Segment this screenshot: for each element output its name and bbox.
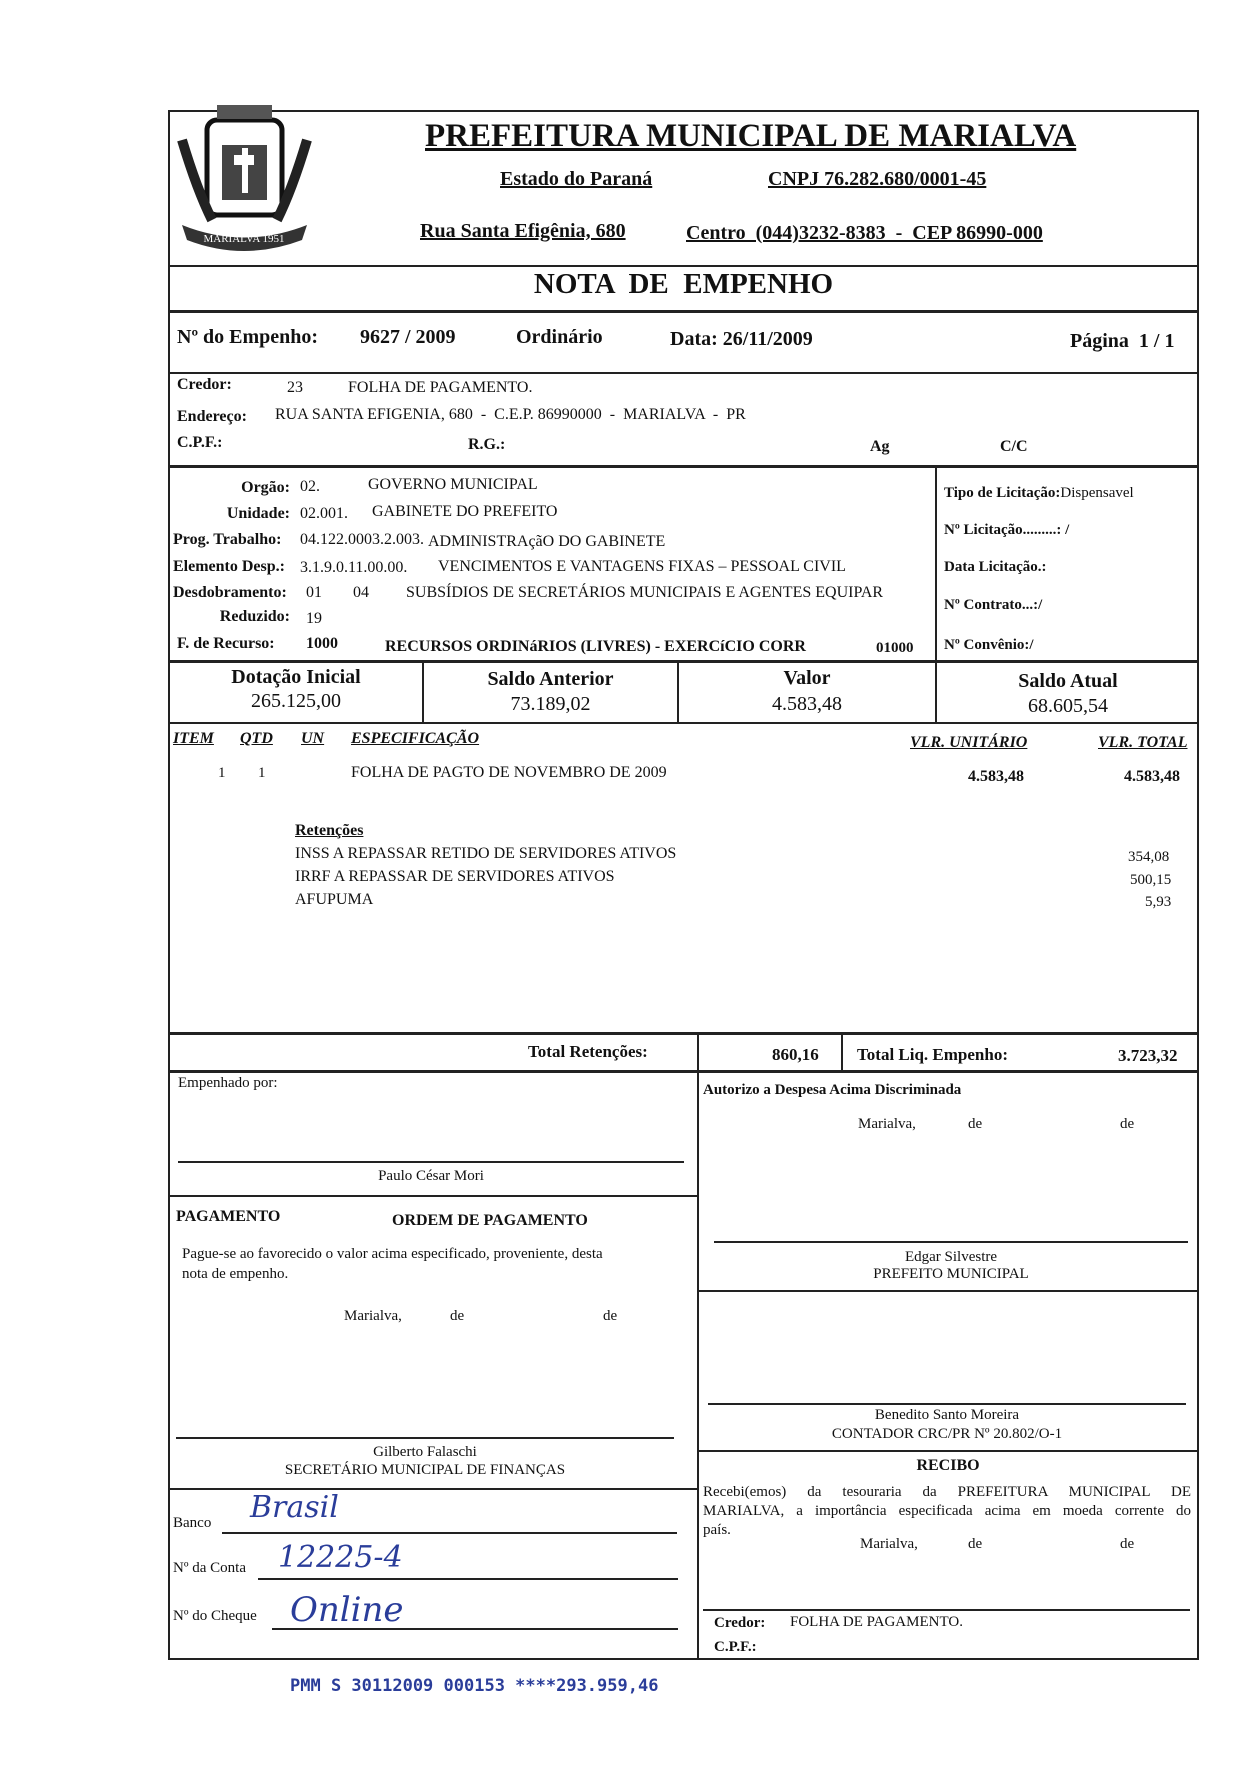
conta-value[interactable]: 12225-4 [278,1540,403,1575]
saldo-atual-label: Saldo Atual [1018,670,1118,692]
total-liquido-label: Total Liq. Empenho: [857,1045,1008,1064]
empenhado-por-name: Paulo César Mori [378,1168,484,1184]
desdobramento-a: 01 [306,584,322,601]
cnpj: CNPJ 76.282.680/0001-45 [768,168,987,190]
pagamento-text: nota de empenho. [182,1266,289,1282]
col-vlr-total: VLR. TOTAL [1098,734,1188,751]
prog-label: Prog. Trabalho: [173,531,282,548]
desdobramento-b: 04 [353,584,369,601]
address-label: Endereço: [177,408,247,425]
municipal-crest-logo [172,100,317,260]
recibo-text: MARIALVA, a importância especificada acima em moeda corrente do [703,1503,1191,1519]
svg-text:MARIALVA 1951: MARIALVA 1951 [203,233,285,245]
autorizo-de: de [1120,1116,1135,1132]
desdobramento-label: Desdobramento: [173,584,287,601]
col-un: UN [301,730,325,747]
credor-address: RUA SANTA EFIGENIA, 680 - C.E.P. 86990000 - MARIALVA - PR [275,406,746,423]
recurso-label: F. de Recurso: [177,635,275,652]
dotacao-inicial-label: Dotação Inicial [231,666,361,688]
empenho-type: Ordinário [516,326,603,348]
numero-contrato: Nº Contrato...:/ [944,597,1043,613]
secretario-role: SECRETÁRIO MUNICIPAL DE FINANÇAS [284,1462,566,1478]
cheque-value[interactable]: Online [290,1590,404,1630]
col-especificacao: ESPECIFICAÇÃO [351,730,480,747]
reduzido: 19 [306,610,322,627]
unidade-code: 02.001. [300,505,348,522]
desdobramento-name: SUBSÍDIOS DE SECRETÁRIOS MUNICIPAIS E AGENTES EQUIPAR [406,584,884,601]
retencao-value: 354,08 [1128,849,1170,865]
unidade-label: Unidade: [226,505,290,522]
item-desc: FOLHA DE PAGTO DE NOVEMBRO DE 2009 [351,764,667,781]
col-item: ITEM [173,730,214,747]
secretario-name: Gilberto Falaschi [373,1444,477,1460]
dotacao-inicial-value: 265.125,00 [251,690,341,712]
pagamento-city: Marialva, [344,1308,402,1324]
credor-label: Credor: [177,376,232,393]
retencoes-title: Retenções [295,822,364,839]
empenhado-por-label: Empenhado por: [178,1075,278,1091]
autorizo-de: de [968,1116,983,1132]
prefeito-role: PREFEITO MUNICIPAL [873,1266,1029,1282]
municipality-title: PREFEITURA MUNICIPAL DE MARIALVA [425,118,1077,154]
pagamento-label: PAGAMENTO [176,1208,281,1225]
recibo-text: Recebi(emos) da tesouraria da PREFEITURA MUNICIPAL DE [703,1484,1191,1500]
recibo-text: país. [703,1522,731,1538]
total-liquido-value: 3.723,32 [1118,1046,1178,1065]
banco-value[interactable]: Brasil [250,1490,339,1525]
unidade-name: GABINETE DO PREFEITO [372,503,558,520]
recurso-number: 01000 [876,640,914,656]
recibo-de: de [1120,1536,1135,1552]
recibo-credor-label: Credor: [714,1615,766,1631]
recurso-code: 1000 [306,635,338,652]
credor-code: 23 [287,379,303,396]
elemento-label: Elemento Desp.: [173,558,285,575]
valor-label: Valor [783,667,831,689]
item-qtd: 1 [258,765,266,781]
numero-licitacao: Nº Licitação.........: / [944,522,1070,538]
recibo-credor: FOLHA DE PAGAMENTO. [790,1614,963,1630]
state-label: Estado do Paraná [500,168,653,190]
empenho-number: 9627 / 2009 [360,326,456,348]
item-unit: 4.583,48 [968,768,1024,785]
document-title: NOTA DE EMPENHO [533,268,834,300]
orgao-name: GOVERNO MUNICIPAL [368,476,538,493]
saldo-anterior-label: Saldo Anterior [487,668,614,690]
prog-code: 04.122.0003.2.003. [300,531,424,548]
pagamento-text: Pague-se ao favorecido o valor acima especificado, proveniente, desta [182,1246,603,1262]
prog-name: ADMINISTRAçãO DO GABINETE [428,533,666,550]
account-label: C/C [1000,438,1028,455]
recibo-city: Marialva, [860,1536,918,1552]
total-retencoes-value: 860,16 [772,1045,819,1064]
retencao-value: 5,93 [1145,894,1172,910]
valor-value: 4.583,48 [772,693,842,715]
numero-convenio: Nº Convênio:/ [944,637,1034,653]
elemento-name: VENCIMENTOS E VANTAGENS FIXAS – PESSOAL CIVIL [438,558,846,575]
retencao-desc: AFUPUMA [295,891,374,908]
pagamento-de: de [603,1308,618,1324]
col-qtd: QTD [240,730,273,747]
payment-stamp: PMM S 30112009 000153 ****293.959,46 [290,1676,659,1696]
address-contact: Centro (044)3232-8383 - CEP 86990-000 [686,222,1043,244]
recibo-de: de [968,1536,983,1552]
saldo-anterior-value: 73.189,02 [510,693,591,715]
autorizo-city: Marialva, [858,1116,916,1132]
autorizo-label: Autorizo a Despesa Acima Discriminada [703,1082,962,1098]
address: Rua Santa Efigênia, 680 [420,220,626,242]
recibo-title: RECIBO [916,1457,980,1474]
banco-label: Banco [173,1515,212,1531]
elemento-code: 3.1.9.0.11.00.00. [300,559,408,576]
saldo-atual-value: 68.605,54 [1028,695,1108,717]
col-vlr-unitario: VLR. UNITÁRIO [910,734,1028,751]
ordem-pagamento-label: ORDEM DE PAGAMENTO [392,1212,588,1229]
pagamento-de: de [450,1308,465,1324]
item-total: 4.583,48 [1124,768,1180,785]
recurso-name: RECURSOS ORDINáRIOS (LIVRES) - EXERCíCIO CORR [385,638,806,655]
orgao-code: 02. [300,478,320,495]
contador-role: CONTADOR CRC/PR Nº 20.802/O-1 [831,1426,1063,1442]
cpf-label: C.P.F.: [177,434,223,451]
prefeito-name: Edgar Silvestre [904,1249,998,1265]
recibo-cpf-label: C.P.F.: [714,1639,757,1655]
item-number: 1 [218,765,226,781]
page-number: Página 1 / 1 [1070,330,1175,352]
reduzido-label: Reduzido: [219,608,290,625]
orgao-label: Orgão: [241,479,290,496]
empenho-number-label: Nº do Empenho: [177,326,319,348]
empenho-date: Data: 26/11/2009 [670,328,813,350]
retencao-desc: INSS A REPASSAR RETIDO DE SERVIDORES ATIVOS [295,845,677,862]
credor-name: FOLHA DE PAGAMENTO. [348,379,533,396]
retencao-desc: IRRF A REPASSAR DE SERVIDORES ATIVOS [295,868,615,885]
contador-name: Benedito Santo Moreira [874,1407,1020,1423]
cheque-label: Nº do Cheque [173,1608,257,1624]
retencao-value: 500,15 [1130,872,1172,888]
conta-label: Nº da Conta [173,1560,246,1576]
data-licitacao: Data Licitação.: [944,559,1047,575]
agency-label: Ag [870,438,890,455]
total-retencoes-label: Total Retenções: [528,1042,648,1061]
rg-label: R.G.: [468,436,506,453]
tipo-licitacao: Tipo de Licitação:Dispensavel [944,485,1134,501]
